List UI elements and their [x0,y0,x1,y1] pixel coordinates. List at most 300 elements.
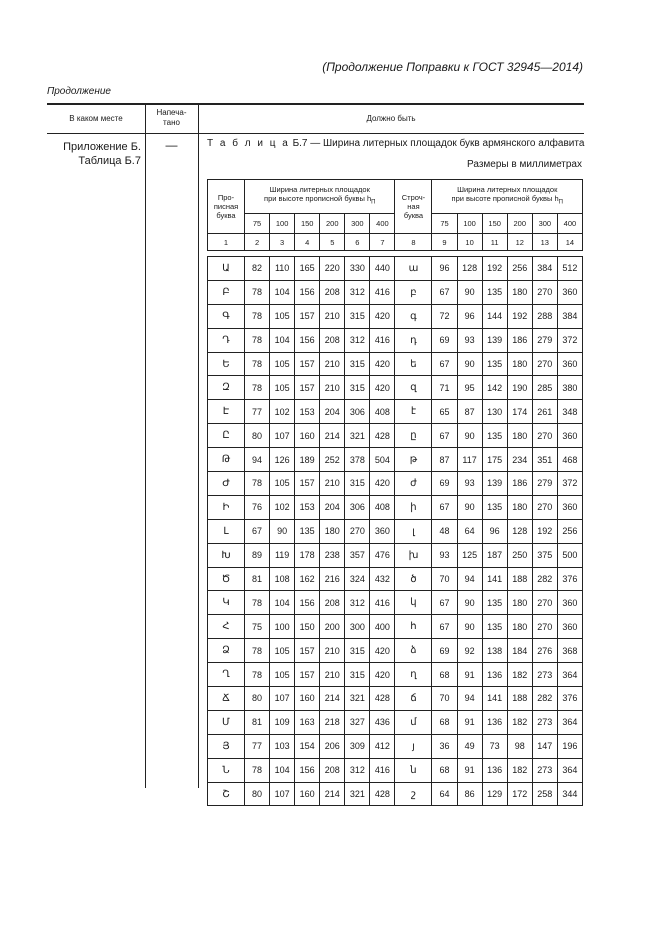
column-number: 1 [208,234,245,251]
lower-width-header [432,180,583,214]
lower-width-value: 48 [432,519,457,543]
upper-letter: Գ [208,304,245,328]
lower-letter: է [395,400,432,424]
lower-width-value: 93 [432,543,457,567]
height-header: 100 [457,214,482,234]
upper-width-value: 105 [270,376,295,400]
lower-width-value: 125 [457,543,482,567]
lower-width-value: 273 [532,758,557,782]
lower-width-value: 360 [557,495,582,519]
lower-width-value: 256 [507,257,532,281]
lower-width-value: 186 [507,328,532,352]
upper-width-value: 300 [345,615,370,639]
lower-width-value: 64 [457,519,482,543]
height-header: 100 [270,214,295,234]
upper-width-value: 210 [320,376,345,400]
upper-letter: Լ [208,519,245,543]
lower-letter: ա [395,257,432,281]
upper-width-value: 94 [245,448,270,472]
lower-width-value: 372 [557,472,582,496]
lower-width-value: 270 [532,352,557,376]
lower-width-value: 135 [482,280,507,304]
column-number: 10 [457,234,482,251]
upper-width-value: 105 [270,304,295,328]
upper-width-value: 105 [270,663,295,687]
lower-width-value: 500 [557,543,582,567]
upper-width-value: 408 [370,495,395,519]
lower-width-value: 135 [482,352,507,376]
upper-width-value: 312 [345,328,370,352]
column-number: 14 [557,234,582,251]
upper-letter: Շ [208,782,245,806]
upper-letter: Ձ [208,639,245,663]
lower-width-value: 90 [457,495,482,519]
upper-width-value: 210 [320,304,345,328]
upper-width-value: 81 [245,710,270,734]
lower-letter: ծ [395,567,432,591]
upper-width-value: 157 [295,304,320,328]
upper-width-value: 153 [295,400,320,424]
table-row [208,448,583,472]
table-row [208,519,583,543]
upper-width-value: 360 [370,519,395,543]
lower-width-value: 380 [557,376,582,400]
upper-width-value: 416 [370,280,395,304]
height-header: 400 [370,214,395,234]
upper-width-value: 156 [295,758,320,782]
upper-width-value: 315 [345,376,370,400]
upper-width-value: 160 [295,782,320,806]
upper-width-value: 432 [370,567,395,591]
lower-width-value: 188 [507,567,532,591]
upper-width-value: 89 [245,543,270,567]
outer-table-header-border [47,133,584,134]
upper-width-value: 78 [245,472,270,496]
table-row [208,472,583,496]
lower-letter: զ [395,376,432,400]
lower-width-value: 94 [457,687,482,711]
upper-width-value: 436 [370,710,395,734]
lower-width-value: 67 [432,615,457,639]
upper-width-value: 78 [245,280,270,304]
column-number: 9 [432,234,457,251]
upper-letter: Բ [208,280,245,304]
col-should-be-header: Должно быть [366,114,416,123]
height-header: 300 [532,214,557,234]
upper-width-value: 80 [245,687,270,711]
upper-width-value: 218 [320,710,345,734]
upper-width-value: 102 [270,495,295,519]
upper-width-value: 204 [320,400,345,424]
upper-width-value: 200 [320,615,345,639]
table-row [208,257,583,281]
lower-letter-header: Строч- ная буква [395,180,432,234]
lower-width-value: 182 [507,710,532,734]
upper-width-value: 504 [370,448,395,472]
upper-width-value: 210 [320,639,345,663]
lower-width-value: 174 [507,400,532,424]
upper-width-value: 109 [270,710,295,734]
upper-width-value: 163 [295,710,320,734]
upper-width-value: 214 [320,782,345,806]
lower-letter: կ [395,591,432,615]
upper-width-value: 324 [345,567,370,591]
table-row [208,376,583,400]
lower-width-value: 180 [507,495,532,519]
upper-width-value: 357 [345,543,370,567]
lower-width-value: 180 [507,424,532,448]
lower-width-value: 90 [457,352,482,376]
upper-width-value: 315 [345,352,370,376]
upper-width-value: 75 [245,615,270,639]
upper-width-value: 428 [370,687,395,711]
continuation-label: Продолжение [47,86,111,97]
lower-width-value: 270 [532,615,557,639]
lower-width-value: 172 [507,782,532,806]
printed-value: — [165,138,178,152]
upper-letter: Հ [208,615,245,639]
upper-width-value: 270 [345,519,370,543]
lower-width-value: 273 [532,710,557,734]
upper-width-value: 108 [270,567,295,591]
lower-width-value: 364 [557,663,582,687]
lower-width-value: 372 [557,328,582,352]
width-label: Ширина литерных площадок при высоте прописной буквы h [264,185,372,204]
upper-width-value: 204 [320,495,345,519]
lower-width-value: 282 [532,687,557,711]
upper-width-value: 162 [295,567,320,591]
lower-width-value: 129 [482,782,507,806]
upper-width-value: 408 [370,400,395,424]
upper-width-value: 306 [345,400,370,424]
lower-width-value: 86 [457,782,482,806]
upper-width-value: 180 [320,519,345,543]
upper-width-value: 77 [245,734,270,758]
lower-width-value: 192 [507,304,532,328]
table-title: Б.7 — Ширина литерных площадок букв армянского алфавита [292,138,585,149]
upper-width-value: 416 [370,328,395,352]
lower-width-value: 184 [507,639,532,663]
column-number: 7 [370,234,395,251]
upper-width-value: 321 [345,782,370,806]
table-row [208,424,583,448]
lower-letter: ձ [395,639,432,663]
lower-width-value: 360 [557,591,582,615]
lower-width-value: 192 [532,519,557,543]
lower-width-value: 144 [482,304,507,328]
upper-width-value: 420 [370,472,395,496]
height-header: 75 [432,214,457,234]
upper-letter: Թ [208,448,245,472]
upper-width-value: 77 [245,400,270,424]
height-header: 75 [245,214,270,234]
lower-width-value: 288 [532,304,557,328]
upper-width-value: 107 [270,782,295,806]
upper-letter: Մ [208,710,245,734]
upper-width-value: 157 [295,352,320,376]
upper-width-value: 107 [270,424,295,448]
upper-width-value: 312 [345,280,370,304]
upper-width-value: 420 [370,639,395,663]
lower-width-value: 188 [507,687,532,711]
upper-width-value: 214 [320,687,345,711]
lower-width-value: 73 [482,734,507,758]
upper-width-value: 208 [320,591,345,615]
upper-width-value: 315 [345,472,370,496]
lower-width-value: 141 [482,687,507,711]
upper-letter-header: Про- писная буква [208,180,245,234]
table-row [208,304,583,328]
upper-width-value: 206 [320,734,345,758]
upper-letter: Խ [208,543,245,567]
upper-width-value: 154 [295,734,320,758]
lower-width-value: 256 [557,519,582,543]
lower-letter: թ [395,448,432,472]
upper-width-value: 78 [245,663,270,687]
upper-width-value: 80 [245,424,270,448]
lower-width-value: 98 [507,734,532,758]
upper-width-value: 208 [320,758,345,782]
lower-width-value: 128 [507,519,532,543]
lower-width-value: 276 [532,639,557,663]
upper-width-value: 104 [270,758,295,782]
lower-width-value: 136 [482,710,507,734]
height-header: 400 [557,214,582,234]
upper-letter: Ա [208,257,245,281]
upper-width-value: 210 [320,663,345,687]
table-row [208,495,583,519]
upper-width-value: 90 [270,519,295,543]
lower-width-value: 135 [482,615,507,639]
lower-width-value: 70 [432,567,457,591]
lower-width-value: 68 [432,710,457,734]
where-value: Приложение Б. Таблица Б.7 [63,141,141,167]
column-number: 13 [532,234,557,251]
upper-letter: Ճ [208,687,245,711]
upper-width-value: 420 [370,352,395,376]
lower-width-value: 135 [482,424,507,448]
upper-width-value: 321 [345,687,370,711]
lower-width-value: 360 [557,424,582,448]
lower-letter: շ [395,782,432,806]
lower-width-value: 135 [482,495,507,519]
lower-width-value: 90 [457,591,482,615]
letter-width-table [207,179,583,806]
table-row [208,758,583,782]
lower-width-value: 182 [507,663,532,687]
upper-width-value: 78 [245,639,270,663]
lower-letter: մ [395,710,432,734]
height-header: 200 [320,214,345,234]
table-row [208,352,583,376]
lower-width-value: 135 [482,591,507,615]
lower-width-value: 67 [432,352,457,376]
lower-width-value: 258 [532,782,557,806]
lower-width-value: 364 [557,758,582,782]
lower-width-value: 468 [557,448,582,472]
table-row [208,663,583,687]
table-word: Т а б л и ц а [207,138,290,149]
lower-width-value: 96 [482,519,507,543]
upper-width-value: 315 [345,639,370,663]
width-sub: П [371,199,376,206]
lower-width-value: 234 [507,448,532,472]
lower-letter: ը [395,424,432,448]
table-caption [207,138,584,149]
upper-width-value: 160 [295,424,320,448]
upper-width-value: 100 [270,615,295,639]
lower-width-value: 72 [432,304,457,328]
upper-width-value: 400 [370,615,395,639]
lower-width-value: 270 [532,424,557,448]
lower-width-value: 71 [432,376,457,400]
upper-width-value: 208 [320,280,345,304]
column-number: 12 [507,234,532,251]
lower-width-value: 142 [482,376,507,400]
continuation-title: (Продолжение Поправки к ГОСТ 32945—2014) [322,60,583,74]
lower-width-value: 344 [557,782,582,806]
upper-width-value: 78 [245,376,270,400]
lower-width-value: 376 [557,567,582,591]
lower-width-value: 87 [432,448,457,472]
upper-width-value: 440 [370,257,395,281]
lower-width-value: 67 [432,280,457,304]
upper-width-value: 81 [245,567,270,591]
upper-width-value: 104 [270,328,295,352]
height-header: 300 [345,214,370,234]
upper-width-value: 156 [295,328,320,352]
upper-width-value: 210 [320,472,345,496]
lower-width-value: 192 [482,257,507,281]
column-number: 11 [482,234,507,251]
lower-width-value: 90 [457,280,482,304]
table-row [208,615,583,639]
lower-width-value: 117 [457,448,482,472]
lower-width-value: 68 [432,758,457,782]
lower-width-value: 384 [532,257,557,281]
column-number: 4 [295,234,320,251]
lower-width-value: 65 [432,400,457,424]
upper-width-value: 312 [345,758,370,782]
lower-width-value: 196 [557,734,582,758]
lower-width-value: 270 [532,591,557,615]
upper-letter: Ի [208,495,245,519]
lower-letter: ն [395,758,432,782]
lower-letter: ղ [395,663,432,687]
col-printed-header: Напеча- тано [156,108,187,127]
lower-width-value: 180 [507,615,532,639]
outer-table-divider [145,103,146,788]
upper-width-value: 157 [295,376,320,400]
lower-width-value: 136 [482,758,507,782]
lower-width-value: 270 [532,495,557,519]
upper-letter: Ժ [208,472,245,496]
lower-width-value: 175 [482,448,507,472]
upper-width-value: 476 [370,543,395,567]
height-header: 200 [507,214,532,234]
lower-width-value: 130 [482,400,507,424]
lower-width-value: 36 [432,734,457,758]
height-header: 150 [482,214,507,234]
lower-width-value: 180 [507,280,532,304]
lower-width-value: 360 [557,280,582,304]
lower-width-value: 93 [457,472,482,496]
upper-width-value: 78 [245,352,270,376]
lower-width-value: 91 [457,758,482,782]
upper-width-value: 420 [370,304,395,328]
upper-width-value: 214 [320,424,345,448]
upper-width-value: 178 [295,543,320,567]
table-row [208,567,583,591]
lower-letter: յ [395,734,432,758]
upper-width-value: 420 [370,376,395,400]
lower-width-value: 279 [532,328,557,352]
lower-width-value: 96 [432,257,457,281]
units-note: Размеры в миллиметрах [467,159,582,170]
lower-width-value: 375 [532,543,557,567]
outer-table-top-border [47,103,584,105]
upper-width-value: 78 [245,304,270,328]
height-header: 150 [295,214,320,234]
lower-width-value: 368 [557,639,582,663]
lower-width-value: 138 [482,639,507,663]
lower-width-value: 49 [457,734,482,758]
upper-width-value: 416 [370,758,395,782]
column-number: 8 [395,234,432,251]
upper-width-value: 428 [370,424,395,448]
lower-letter: ժ [395,472,432,496]
upper-width-value: 420 [370,663,395,687]
lower-letter: ճ [395,687,432,711]
lower-letter: լ [395,519,432,543]
upper-width-value: 126 [270,448,295,472]
lower-width-value: 139 [482,328,507,352]
upper-width-value: 315 [345,663,370,687]
table-row [208,328,583,352]
lower-width-value: 348 [557,400,582,424]
upper-width-value: 67 [245,519,270,543]
lower-letter: հ [395,615,432,639]
lower-width-value: 376 [557,687,582,711]
table-row [208,734,583,758]
lower-width-value: 90 [457,615,482,639]
table-row [208,591,583,615]
upper-width-value: 157 [295,472,320,496]
lower-width-value: 279 [532,472,557,496]
upper-width-value: 378 [345,448,370,472]
lower-width-value: 67 [432,495,457,519]
table-row [208,710,583,734]
upper-width-value: 135 [295,519,320,543]
lower-width-value: 186 [507,472,532,496]
upper-width-value: 306 [345,495,370,519]
lower-letter: ե [395,352,432,376]
upper-width-value: 104 [270,591,295,615]
upper-width-value: 150 [295,615,320,639]
upper-letter: Ն [208,758,245,782]
lower-width-value: 351 [532,448,557,472]
lower-letter: բ [395,280,432,304]
upper-width-value: 252 [320,448,345,472]
upper-letter: Է [208,400,245,424]
lower-width-value: 96 [457,304,482,328]
upper-letter: Ղ [208,663,245,687]
lower-width-value: 95 [457,376,482,400]
upper-width-value: 238 [320,543,345,567]
upper-width-value: 78 [245,328,270,352]
table-row [208,400,583,424]
width-sub: П [558,199,563,206]
